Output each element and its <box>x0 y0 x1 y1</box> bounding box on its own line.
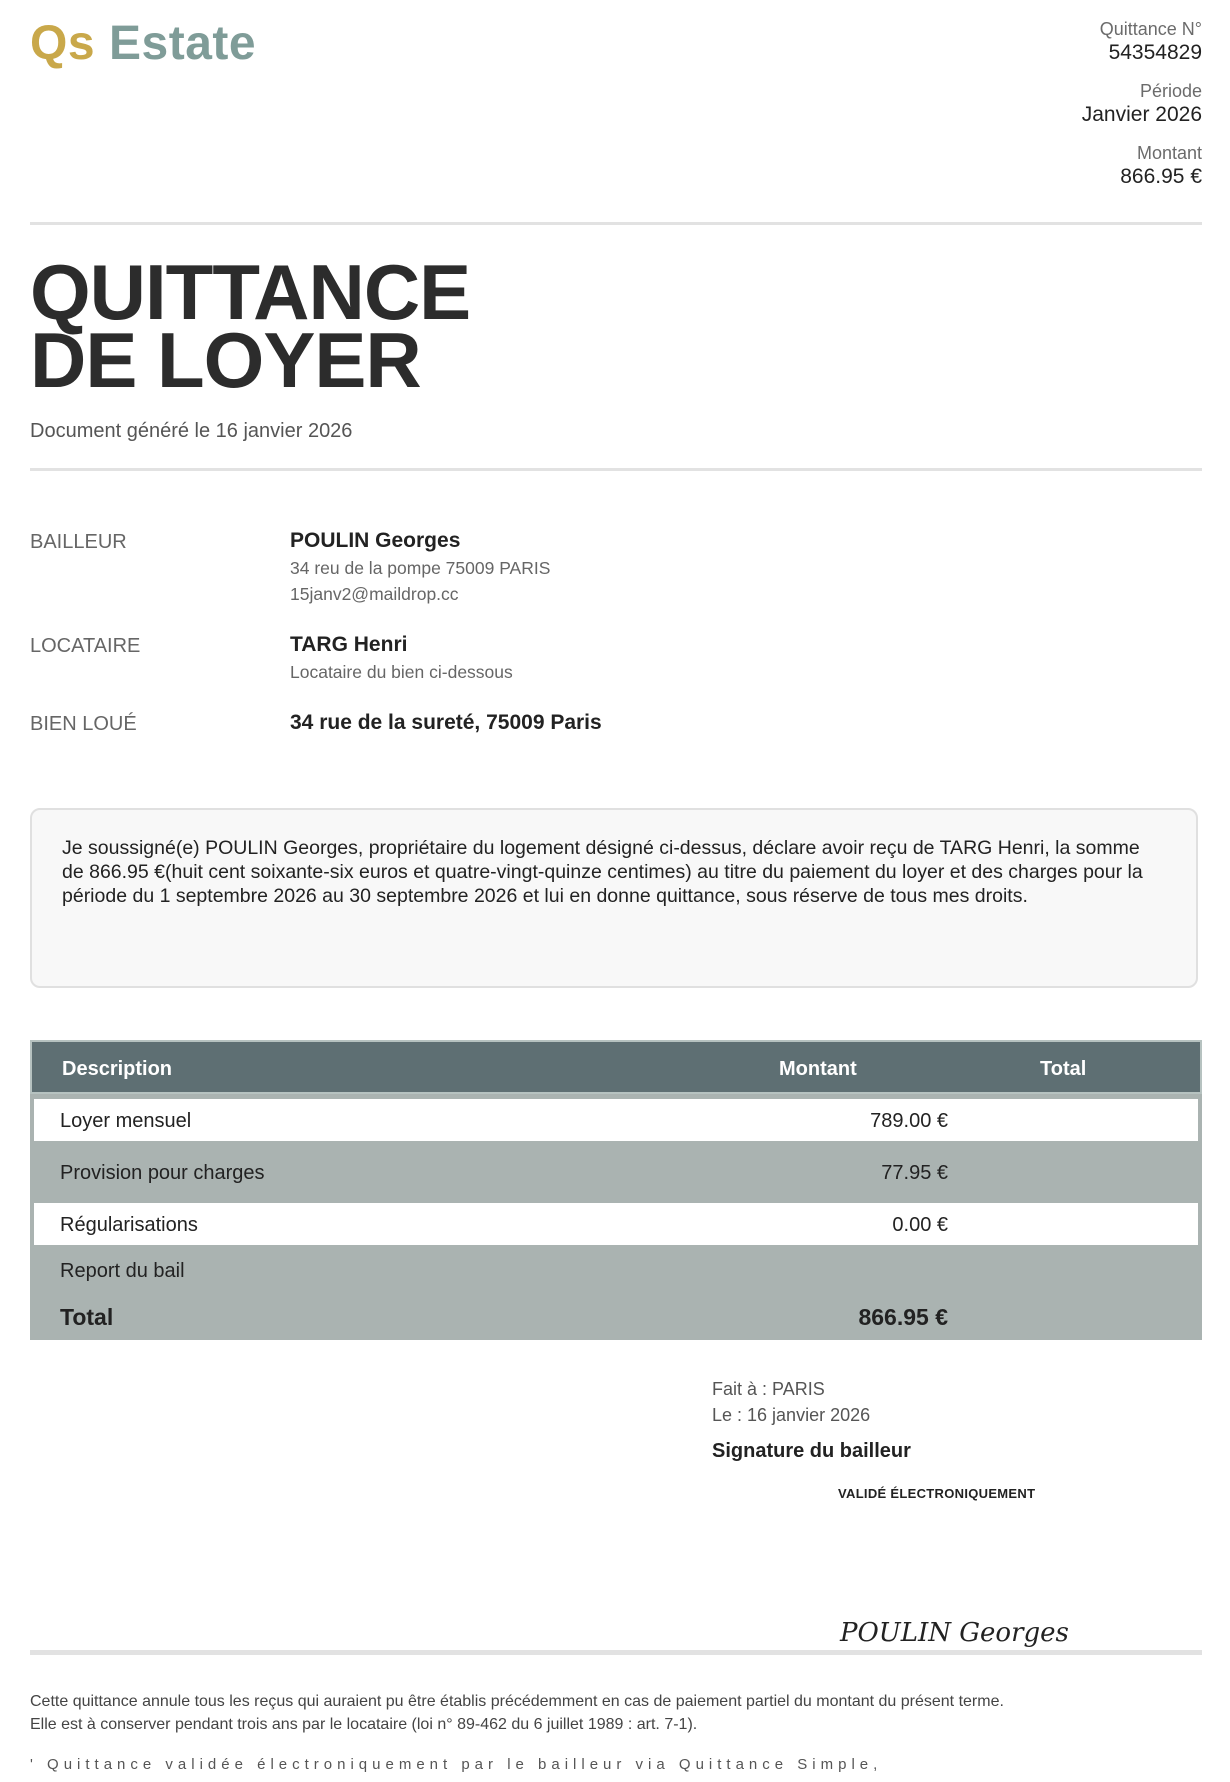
property-label: BIEN LOUÉ <box>30 713 137 735</box>
landlord-email: 15janv2@maildrop.cc <box>290 584 459 604</box>
period-value: Janvier 2026 <box>1081 103 1202 126</box>
divider <box>30 1650 1202 1655</box>
declaration-box: Je soussigné(e) POULIN Georges, propriétaire du logement désigné ci-dessus, déclare avoir reçu de TARG Henri, la somme de 866.95 €(huit cent soixante-six euros et quatre-vingt-quinze centimes) au titre du paiement du loyer et des charges pour la période du 1 septembre 2026 au 30 septembre 2026 et lui en donne quittance, sous réserve de tous mes droits. <box>30 808 1198 988</box>
payment-table <box>30 1040 1202 1340</box>
receipt-number-label: Quittance N° <box>1099 19 1202 39</box>
landlord-address: 34 reu de la pompe 75009 PARIS <box>290 558 551 578</box>
signature-block <box>712 1376 911 1463</box>
table-row <box>30 1250 1202 1292</box>
table-row <box>30 1198 1202 1250</box>
total-label: Total <box>60 1304 114 1330</box>
footer-notice <box>30 1690 1004 1736</box>
row-description: Provision pour charges <box>60 1162 265 1184</box>
generated-date: Document généré le 16 janvier 2026 <box>30 420 353 442</box>
amount-value: 866.95 € <box>1120 165 1202 188</box>
header-total: Total <box>1040 1058 1087 1080</box>
receipt-number: 54354829 <box>1108 41 1202 64</box>
table-row <box>30 1094 1202 1146</box>
header-description: Description <box>62 1058 173 1080</box>
title-line-1: QUITTANCE <box>30 248 471 336</box>
row-amount: 0.00 € <box>892 1214 948 1236</box>
electronic-stamp: ' Quittance validée électroniquement par le bailleur via Quittance Simple, <box>30 1756 883 1773</box>
row-description: Loyer mensuel <box>60 1110 192 1132</box>
landlord-name: POULIN Georges <box>290 529 461 552</box>
title-line-2: DE LOYER <box>30 316 421 404</box>
table-total-row <box>30 1292 1202 1340</box>
property-block <box>290 709 602 737</box>
row-description: Régularisations <box>60 1214 198 1236</box>
row-amount: 77.95 € <box>881 1162 948 1184</box>
tenant-label: LOCATAIRE <box>30 635 141 657</box>
property-address: 34 rue de la sureté, 75009 Paris <box>290 711 602 734</box>
table-header <box>30 1040 1202 1094</box>
total-value: 866.95 € <box>858 1304 948 1330</box>
brand-logo <box>30 16 256 71</box>
divider <box>30 468 1202 471</box>
signer-name: POULIN Georges <box>840 1618 1069 1648</box>
amount-label: Montant <box>1136 143 1202 163</box>
brand-part2: Estate <box>109 17 257 70</box>
landlord-block <box>290 527 550 607</box>
receipt-meta <box>1082 18 1202 204</box>
tenant-name: TARG Henri <box>290 633 408 656</box>
tenant-block <box>290 631 513 685</box>
row-amount: 789.00 € <box>870 1110 948 1132</box>
footer-line-2: Elle est à conserver pendant trois ans par le locataire (loi n° 89-462 du 6 juillet 1989 : art. 7-1). <box>30 1716 698 1733</box>
page-title <box>30 248 471 404</box>
row-description: Report du bail <box>60 1260 185 1282</box>
signature-date: Le : 16 janvier 2026 <box>712 1405 871 1425</box>
landlord-label: BAILLEUR <box>30 531 127 553</box>
period-label: Période <box>1139 81 1202 101</box>
brand-part1: Qs <box>30 17 96 70</box>
footer-line-1: Cette quittance annule tous les reçus qui auraient pu être établis précédemment en cas de paiement partiel du montant du présent terme. <box>30 1693 1004 1710</box>
tenant-note: Locataire du bien ci-dessous <box>290 662 513 682</box>
signature-place: Fait à : PARIS <box>712 1379 825 1399</box>
validated-label: VALIDÉ ÉLECTRONIQUEMENT <box>838 1486 1036 1501</box>
table-row <box>30 1146 1202 1198</box>
header-montant: Montant <box>779 1058 857 1080</box>
signature-heading: Signature du bailleur <box>712 1440 911 1462</box>
divider <box>30 222 1202 225</box>
